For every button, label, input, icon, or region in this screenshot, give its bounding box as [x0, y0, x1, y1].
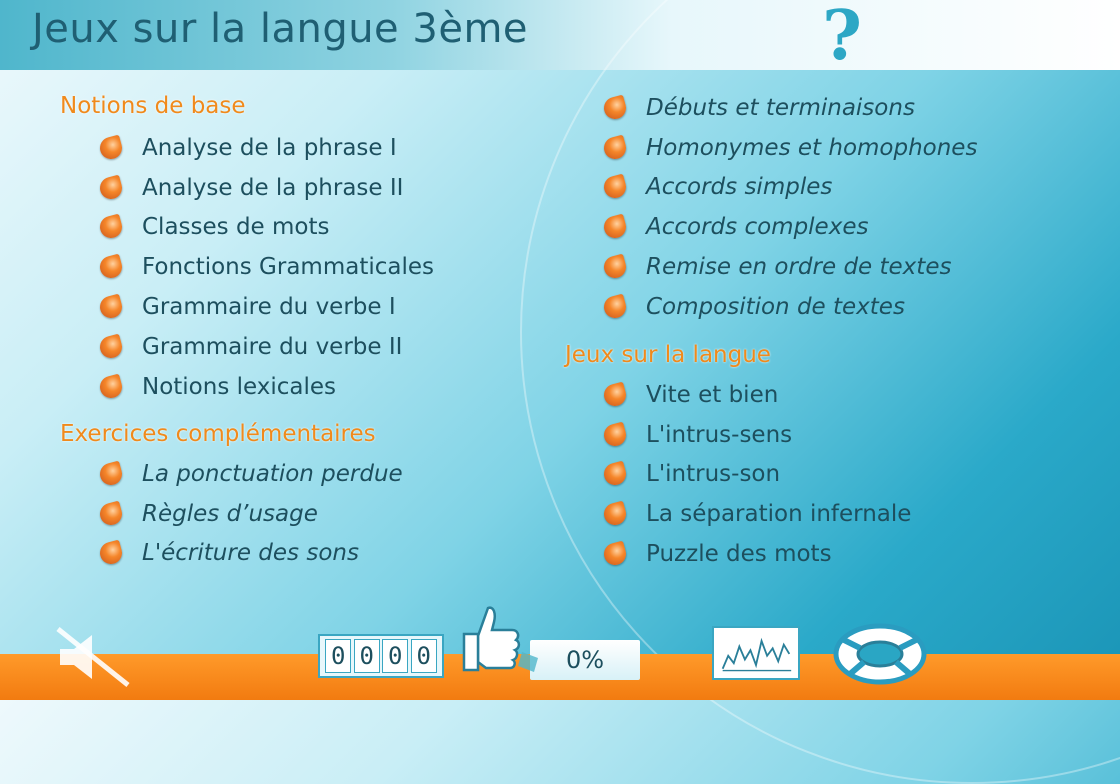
- menu-item-homonymes-homophones[interactable]: Homonymes et homophones: [604, 128, 977, 168]
- page-title: Jeux sur la langue 3ème: [32, 6, 529, 52]
- orange-drop-bullet-icon: [98, 254, 125, 281]
- orange-drop-bullet-icon: [602, 421, 629, 448]
- orange-drop-bullet-icon: [602, 293, 629, 320]
- orange-drop-bullet-icon: [98, 540, 125, 567]
- menu-item-composition-textes[interactable]: Composition de textes: [604, 287, 977, 327]
- menu-item-analyse-phrase-2[interactable]: Analyse de la phrase II: [100, 168, 434, 208]
- menu-item-grammaire-verbe-2[interactable]: Grammaire du verbe II: [100, 327, 434, 367]
- score-digit: 0: [382, 639, 408, 673]
- orange-drop-bullet-icon: [98, 294, 125, 321]
- menu-item-puzzle-des-mots[interactable]: Puzzle des mots: [604, 534, 911, 574]
- orange-drop-bullet-icon: [98, 134, 125, 161]
- line-chart-icon[interactable]: [712, 626, 800, 680]
- menu-item-notions-lexicales[interactable]: Notions lexicales: [100, 367, 434, 407]
- right-column-exercises-list: [604, 88, 977, 327]
- orange-drop-bullet-icon: [98, 214, 125, 241]
- section-title-jeux-sur-la-langue: Jeux sur la langue: [565, 342, 771, 368]
- menu-item-classes-de-mots[interactable]: Classes de mots: [100, 208, 434, 248]
- orange-drop-bullet-icon: [602, 501, 629, 528]
- speaker-muted-icon[interactable]: [52, 625, 132, 689]
- jeux-sur-la-langue-list: [604, 375, 911, 574]
- score-counter: [318, 634, 444, 678]
- menu-item-grammaire-verbe-1[interactable]: Grammaire du verbe I: [100, 287, 434, 327]
- orange-drop-bullet-icon: [98, 460, 125, 487]
- orange-drop-bullet-icon: [602, 134, 629, 161]
- menu-item-separation-infernale[interactable]: La séparation infernale: [604, 494, 911, 534]
- thumbs-up-icon: [460, 600, 540, 680]
- section-title-notions-de-base: Notions de base: [60, 93, 246, 119]
- menu-item-accords-simples[interactable]: Accords simples: [604, 168, 977, 208]
- orange-drop-bullet-icon: [98, 500, 125, 527]
- menu-item-ecriture-des-sons[interactable]: L'écriture des sons: [100, 534, 403, 574]
- orange-drop-bullet-icon: [602, 381, 629, 408]
- menu-item-intrus-son[interactable]: L'intrus-son: [604, 455, 911, 495]
- menu-item-debuts-terminaisons[interactable]: Débuts et terminaisons: [604, 88, 977, 128]
- section-title-exercices-complementaires: Exercices complémentaires: [60, 421, 376, 447]
- menu-item-fonctions-grammaticales[interactable]: Fonctions Grammaticales: [100, 247, 434, 287]
- menu-item-vite-et-bien[interactable]: Vite et bien: [604, 375, 911, 415]
- orange-drop-bullet-icon: [602, 214, 629, 241]
- orange-drop-bullet-icon: [602, 94, 629, 121]
- menu-item-ponctuation-perdue[interactable]: La ponctuation perdue: [100, 454, 403, 494]
- menu-item-regles-usage[interactable]: Règles d’usage: [100, 494, 403, 534]
- score-digit: 0: [411, 639, 437, 673]
- orange-drop-bullet-icon: [602, 461, 629, 488]
- progress-bar: [530, 640, 640, 680]
- progress-label: 0%: [565, 646, 605, 674]
- score-digit: 0: [354, 639, 380, 673]
- menu-item-remise-en-ordre[interactable]: Remise en ordre de textes: [604, 247, 977, 287]
- orange-drop-bullet-icon: [602, 541, 629, 568]
- menu-item-accords-complexes[interactable]: Accords complexes: [604, 207, 977, 247]
- help-question-icon[interactable]: ?: [822, 0, 862, 76]
- orange-drop-bullet-icon: [98, 373, 125, 400]
- menu-item-analyse-phrase-1[interactable]: Analyse de la phrase I: [100, 128, 434, 168]
- score-digit: 0: [325, 639, 351, 673]
- exercices-complementaires-list: [100, 454, 403, 573]
- orange-drop-bullet-icon: [98, 333, 125, 360]
- menu-item-intrus-sens[interactable]: L'intrus-sens: [604, 415, 911, 455]
- orange-drop-bullet-icon: [98, 174, 125, 201]
- notions-de-base-list: [100, 128, 434, 407]
- orange-drop-bullet-icon: [602, 174, 629, 201]
- orange-drop-bullet-icon: [602, 254, 629, 281]
- lifebuoy-icon[interactable]: [830, 618, 930, 688]
